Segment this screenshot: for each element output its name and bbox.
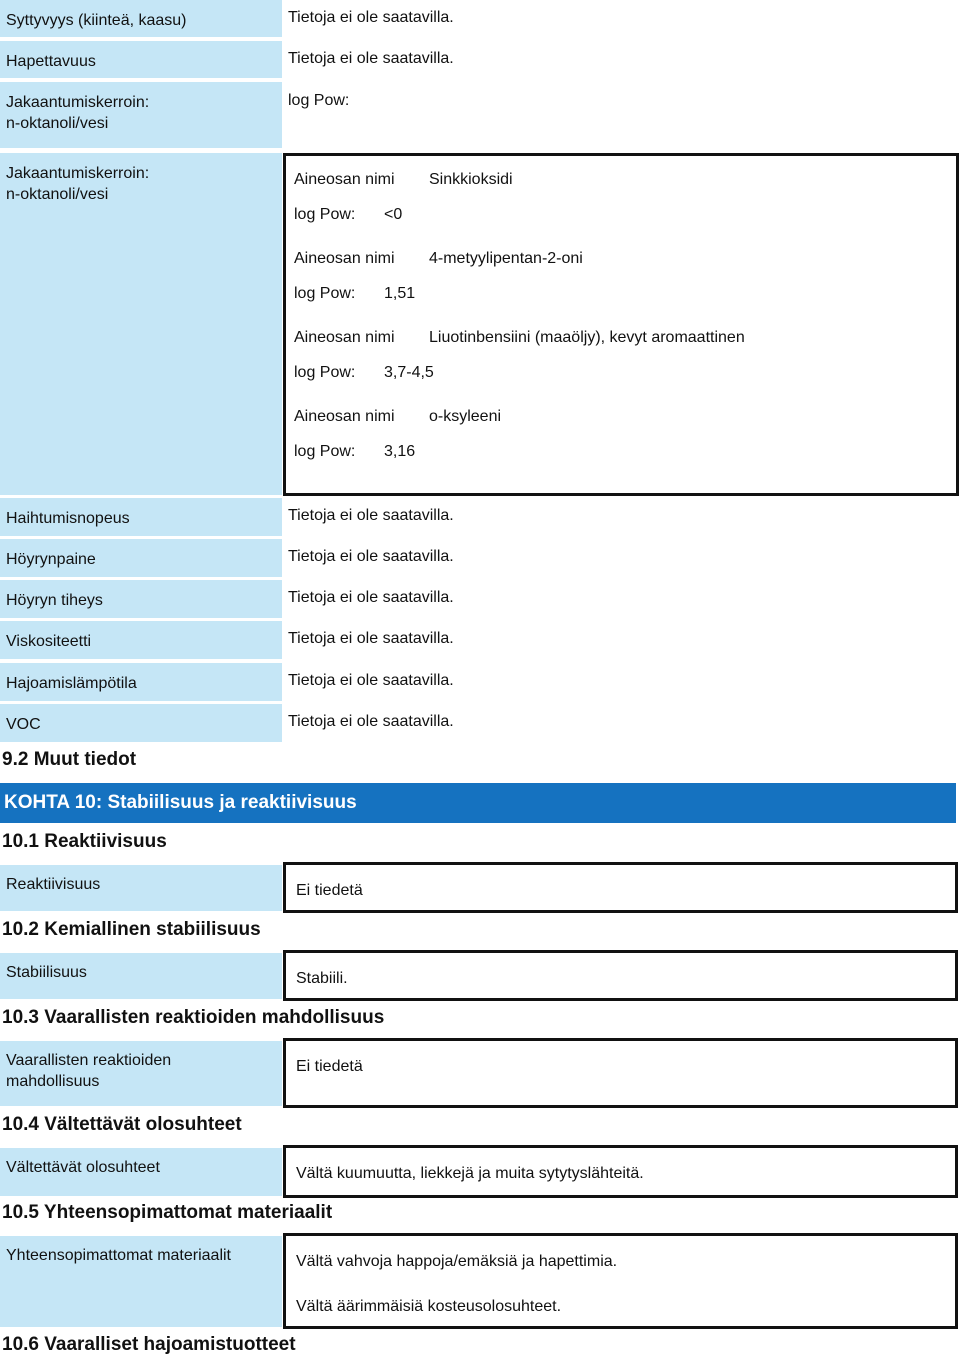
- label-line: n-oktanoli/vesi: [6, 115, 109, 132]
- value-text: Vältä äärimmäisiä kosteusolosuhteet.: [296, 1298, 562, 1315]
- value-box-hazardous-reactions: [283, 1038, 958, 1108]
- item-pow-label: log Pow:: [294, 443, 356, 460]
- item-name-value: Liuotinbensiini (maaöljy), kevyt aromaattinen: [429, 329, 745, 346]
- row-value-vapour-density: Tietoja ei ole saatavilla.: [288, 589, 454, 606]
- section-heading-10-1: 10.1 Reaktiivisuus: [2, 831, 167, 852]
- item-pow-label: log Pow:: [294, 364, 356, 381]
- row-value-vapour-pressure: Tietoja ei ole saatavilla.: [288, 548, 454, 565]
- item-pow-label: log Pow:: [294, 285, 356, 302]
- row-label-voc: VOC: [0, 704, 282, 742]
- value-box-reactivity: [283, 862, 958, 913]
- row-label-vapour-density: Höyryn tiheys: [0, 580, 282, 618]
- row-label-incompatible: Yhteensopimattomat materiaalit: [0, 1236, 282, 1327]
- row-label-oxidizing: Hapettavuus: [0, 41, 282, 78]
- item-name-value: Sinkkioksidi: [429, 171, 513, 188]
- row-value-flammability: Tietoja ei ole saatavilla.: [288, 9, 454, 26]
- item-pow-value: <0: [384, 206, 403, 223]
- row-label-hazardous-reactions: [0, 1041, 282, 1106]
- section-heading-9-2: 9.2 Muut tiedot: [2, 749, 137, 770]
- row-value-decomposition: Tietoja ei ole saatavilla.: [288, 672, 454, 689]
- value-text: Vältä kuumuutta, liekkejä ja muita sytytyslähteitä.: [296, 1165, 644, 1182]
- section-heading-10-6: 10.6 Vaaralliset hajoamistuotteet: [2, 1334, 296, 1355]
- label-line: Vaarallisten reaktioiden: [6, 1052, 172, 1069]
- item-name-label: Aineosan nimi: [294, 171, 395, 188]
- label-line: Jakaantumiskerroin:: [6, 94, 150, 111]
- row-label-reactivity: Reaktiivisuus: [0, 865, 282, 911]
- row-label-stability: Stabiilisuus: [0, 953, 282, 999]
- row-label-conditions: Vältettävät olosuhteet: [0, 1148, 282, 1196]
- label-line: mahdollisuus: [6, 1073, 100, 1090]
- row-label-partition-2: [0, 153, 282, 495]
- item-name-value: o-ksyleeni: [429, 408, 502, 425]
- value-box-stability: [283, 950, 958, 1001]
- row-value-voc: Tietoja ei ole saatavilla.: [288, 713, 454, 730]
- value-text: Vältä vahvoja happoja/emäksiä ja hapettimia.: [296, 1253, 618, 1270]
- section-heading-10-4: 10.4 Vältettävät olosuhteet: [2, 1114, 242, 1135]
- row-label-flammability: Syttyvyys (kiinteä, kaasu): [0, 0, 282, 37]
- item-pow-value: 3,7-4,5: [384, 364, 434, 381]
- row-label-partition-1: [0, 82, 282, 148]
- row-value-oxidizing: Tietoja ei ole saatavilla.: [288, 50, 454, 67]
- value-box-conditions: [283, 1145, 958, 1198]
- value-text: Stabiili.: [296, 970, 348, 987]
- item-name-label: Aineosan nimi: [294, 329, 395, 346]
- value-text: Ei tiedetä: [296, 1058, 363, 1075]
- item-pow-value: 1,51: [384, 285, 416, 302]
- value-text: Ei tiedetä: [296, 882, 363, 899]
- label-line: Jakaantumiskerroin:: [6, 165, 150, 182]
- row-label-vapour-pressure: Höyrynpaine: [0, 539, 282, 577]
- section-heading-10-5: 10.5 Yhteensopimattomat materiaalit: [2, 1202, 333, 1223]
- row-value-evaporation: Tietoja ei ole saatavilla.: [288, 507, 454, 524]
- value-box-incompatible: [283, 1233, 958, 1329]
- section-banner: KOHTA 10: Stabiilisuus ja reaktiivisuus: [0, 783, 956, 823]
- item-pow-label: log Pow:: [294, 206, 356, 223]
- item-pow-value: 3,16: [384, 443, 416, 460]
- row-label-decomposition: Hajoamislämpötila: [0, 663, 282, 701]
- partition-box: [283, 153, 959, 496]
- item-name-label: Aineosan nimi: [294, 408, 395, 425]
- label-line: n-oktanoli/vesi: [6, 186, 109, 203]
- item-name-label: Aineosan nimi: [294, 250, 395, 267]
- section-heading-10-3: 10.3 Vaarallisten reaktioiden mahdollisuus: [2, 1007, 385, 1028]
- row-value-partition-1: log Pow:: [288, 92, 350, 109]
- section-heading-10-2: 10.2 Kemiallinen stabiilisuus: [2, 919, 261, 940]
- item-name-value: 4-metyylipentan-2-oni: [429, 250, 583, 267]
- row-label-evaporation: Haihtumisnopeus: [0, 498, 282, 536]
- row-value-viscosity: Tietoja ei ole saatavilla.: [288, 630, 454, 647]
- row-label-viscosity: Viskositeetti: [0, 621, 282, 659]
